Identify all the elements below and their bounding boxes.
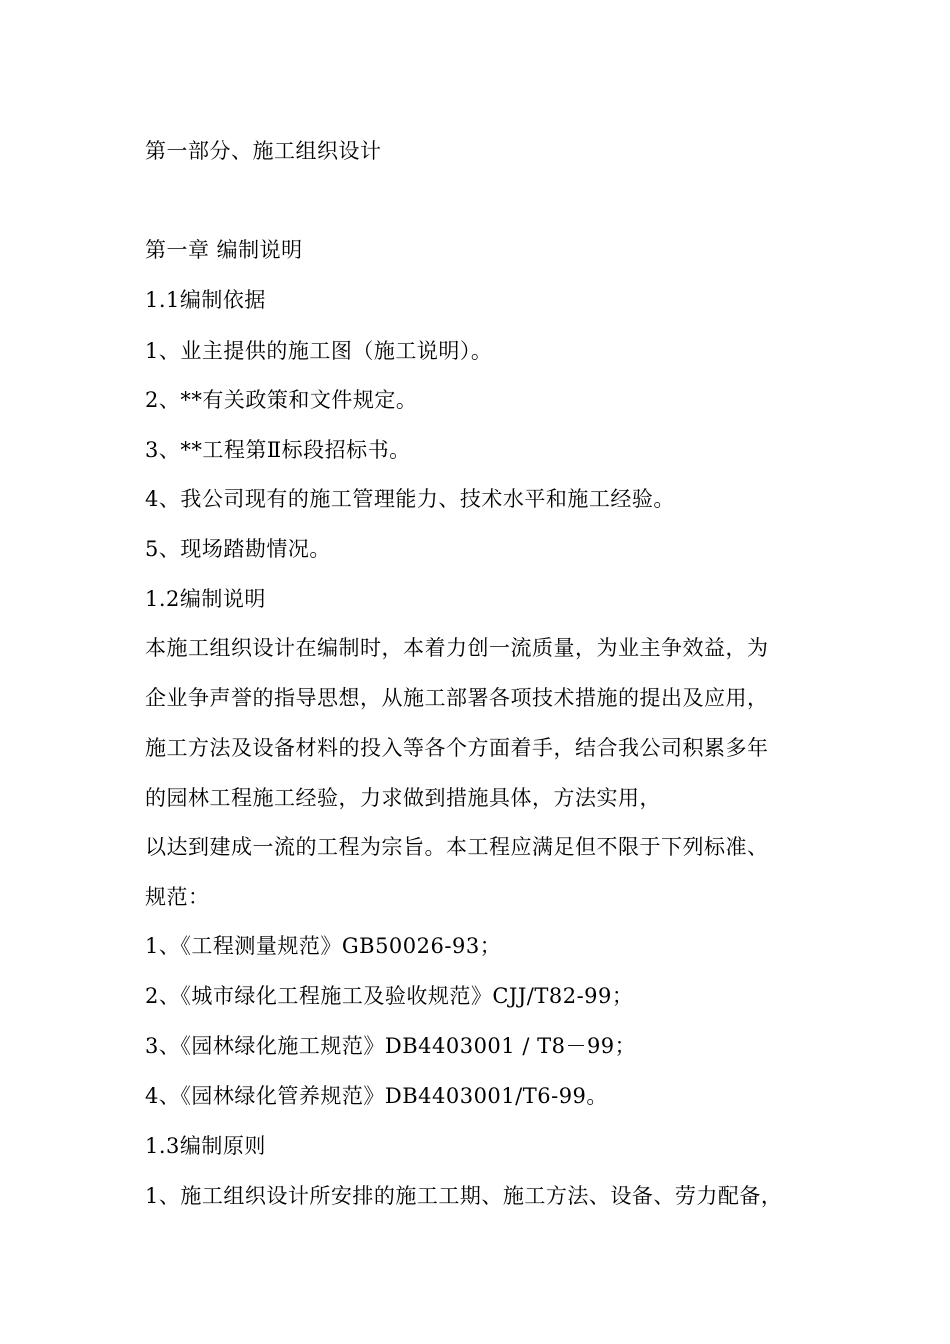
basis-item-1: 1、业主提供的施工图（施工说明）。 [145, 339, 493, 363]
standard-item-2: 2、《城市绿化工程施工及验收规范》CJJ/T82-99； [145, 984, 634, 1008]
basis-item-3: 3、**工程第Ⅱ标段招标书。 [145, 438, 411, 462]
paragraph-line-5: 以达到建成一流的工程为宗旨。本工程应满足但不限于下列标准、 [145, 835, 769, 859]
paragraph-line-3: 施工方法及设备材料的投入等各个方面着手，结合我公司积累多年 [145, 736, 769, 760]
standard-item-4: 4、《园林绿化管养规范》DB4403001/T6-99。 [145, 1084, 608, 1108]
paragraph-line-2: 企业争声誉的指导思想，从施工部署各项技术措施的提出及应用， [145, 686, 769, 710]
standard-item-3: 3、《园林绿化施工规范》DB4403001 / T8－99； [145, 1034, 637, 1058]
paragraph-line-1: 本施工组织设计在编制时，本着力创一流质量，为业主争效益，为 [145, 636, 769, 660]
basis-item-5: 5、现场踏勘情况。 [145, 537, 331, 561]
part-title: 第一部分、施工组织设计 [145, 139, 382, 163]
paragraph-line-6: 规范： [145, 885, 210, 909]
section-heading-1-2: 1.2编制说明 [145, 587, 266, 611]
section-heading-1-1: 1.1编制依据 [145, 288, 266, 312]
principle-item-1: 1、施工组织设计所安排的施工工期、施工方法、设备、劳力配备， [145, 1184, 783, 1208]
section-heading-1-3: 1.3编制原则 [145, 1134, 266, 1158]
basis-item-4: 4、我公司现有的施工管理能力、技术水平和施工经验。 [145, 487, 675, 511]
chapter-title: 第一章 编制说明 [145, 238, 303, 262]
paragraph-line-4: 的园林工程施工经验，力求做到措施具体，方法实用， [145, 786, 661, 810]
basis-item-2: 2、**有关政策和文件规定。 [145, 388, 418, 412]
standard-item-1: 1、《工程测量规范》GB50026-93； [145, 934, 502, 958]
